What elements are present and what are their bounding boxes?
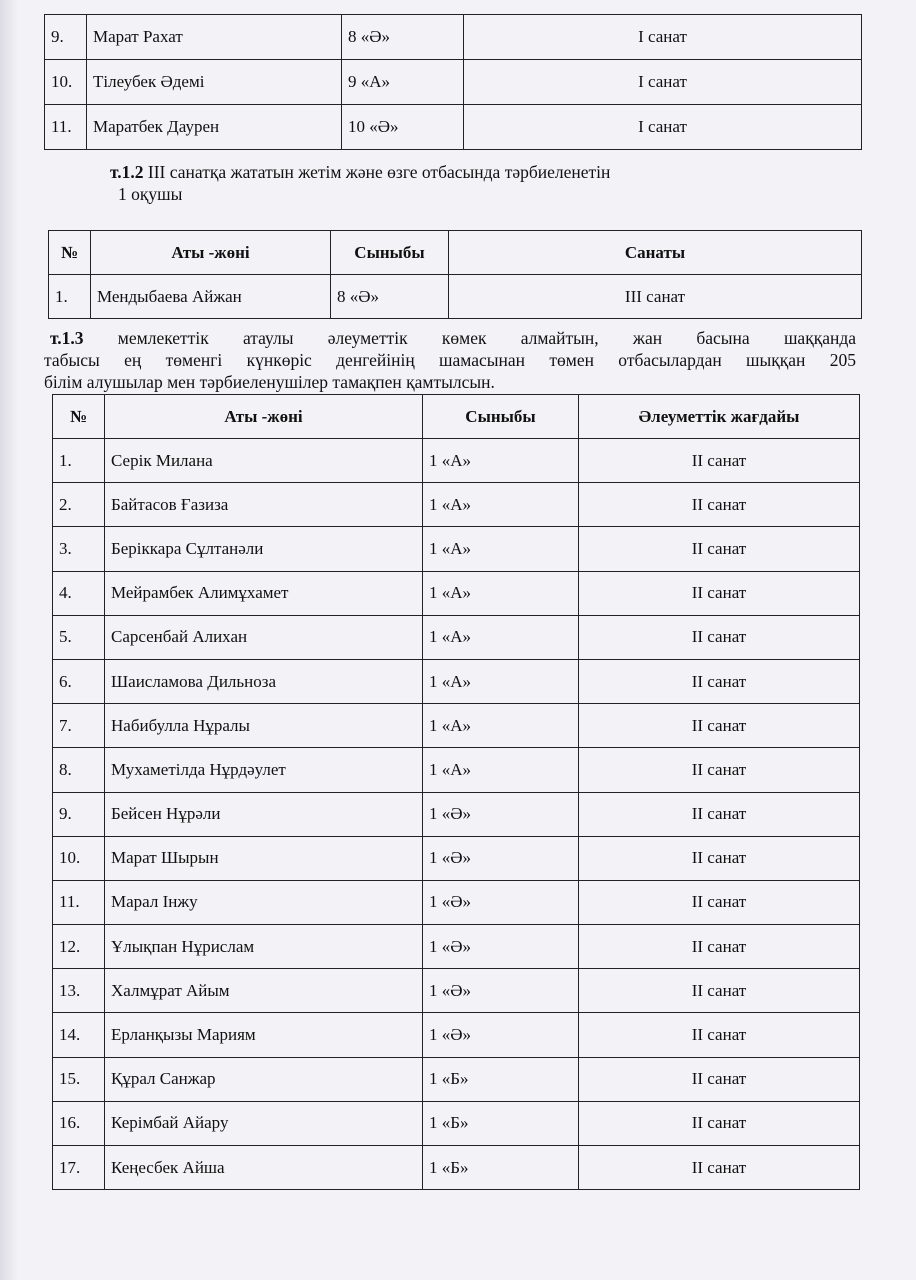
cell-status: ІІ санат [579,1057,860,1101]
cell-name: Байтасов Ғазиза [105,483,423,527]
header-status: Әлеуметтік жағдайы [579,395,860,439]
cell-name: Шаисламова Дильноза [105,659,423,703]
cell-name: Сарсенбай Алихан [105,615,423,659]
cell-status: ІІ санат [579,969,860,1013]
cell-no: 10. [45,60,87,105]
table-row [53,1057,860,1101]
cell-status: ІІ санат [579,836,860,880]
header-no: № [53,395,105,439]
cell-no: 1. [49,275,91,319]
cell-status: ІІ санат [579,659,860,703]
cell-name: Ерланқызы Мариям [105,1013,423,1057]
cell-no: 4. [53,571,105,615]
table-row [53,1146,860,1190]
cell-grade: 1 «Ә» [423,969,579,1013]
cell-no: 2. [53,483,105,527]
table-row [53,1101,860,1145]
table-row [53,1013,860,1057]
cell-grade: 1 «Б» [423,1146,579,1190]
cell-no: 10. [53,836,105,880]
cell-category: ІІІ санат [449,275,862,319]
cell-name: Марал Інжу [105,880,423,924]
students-table-header-row [53,395,860,439]
cell-name: Кеңесбек Айша [105,1146,423,1190]
cell-name: Бейсен Нұрәли [105,792,423,836]
header-no: № [49,231,91,275]
cell-grade: 1 «А» [423,439,579,483]
cell-name: Марат Шырын [105,836,423,880]
cell-grade: 1 «А» [423,748,579,792]
table-row [53,969,860,1013]
table-row [53,925,860,969]
cell-no: 7. [53,704,105,748]
cell-grade: 9 «А» [342,60,464,105]
orphan-table-body [49,275,862,319]
cell-no: 5. [53,615,105,659]
table-row [49,275,862,319]
cell-category: I санат [464,15,862,60]
header-category: Санаты [449,231,862,275]
cell-name: Мейрамбек Алимұхамет [105,571,423,615]
cell-no: 11. [53,880,105,924]
page-edge [0,0,18,1280]
section-1-3-line3: білім алушылар мен тәрбиеленушілер тамақпен қамтылсын. [44,372,495,392]
cell-no: 3. [53,527,105,571]
table-row [53,880,860,924]
header-name: Аты -жөні [91,231,331,275]
section-1-3-line1 [44,327,856,349]
cell-status: ІІ санат [579,748,860,792]
cell-grade: 1 «А» [423,615,579,659]
cell-name: Тілеубек Әдемі [87,60,342,105]
section-1-2-line2: 1 оқушы [118,184,183,204]
section-1-3-line1-text: мемлекеттік атаулы әлеуметтік көмек алмайтын, жан басына шаққанда [83,328,856,348]
cell-status: ІІ санат [579,880,860,924]
cell-grade: 1 «А» [423,571,579,615]
section-1-3-text [44,327,856,393]
cell-no: 12. [53,925,105,969]
cell-name: Ұлықпан Нұрислам [105,925,423,969]
cell-grade: 1 «А» [423,659,579,703]
header-grade: Сыныбы [331,231,449,275]
cell-status: ІІ санат [579,704,860,748]
section-1-2-line1: ІІІ санатқа жататын жетім және өзге отбасында тәрбиеленетін [143,162,611,182]
cell-no: 17. [53,1146,105,1190]
section-1-2-text [110,161,830,205]
cell-name: Набибулла Нұралы [105,704,423,748]
cell-grade: 1 «Ә» [423,1013,579,1057]
cell-status: ІІ санат [579,571,860,615]
cell-grade: 1 «Ә» [423,792,579,836]
cell-grade: 1 «А» [423,704,579,748]
cell-grade: 10 «Ә» [342,105,464,150]
header-name: Аты -жөні [105,395,423,439]
cell-name: Халмұрат Айым [105,969,423,1013]
cell-grade: 1 «Б» [423,1101,579,1145]
table-row [53,527,860,571]
cell-no: 9. [53,792,105,836]
table-row [53,571,860,615]
cell-no: 16. [53,1101,105,1145]
table-row [53,836,860,880]
cell-no: 11. [45,105,87,150]
section-1-3-label: т.1.3 [50,328,84,348]
table-row [45,105,862,150]
table-row [53,659,860,703]
table-row [53,704,860,748]
cell-category: I санат [464,105,862,150]
cell-name: Беріккара Сұлтанәли [105,527,423,571]
cell-status: ІІ санат [579,1101,860,1145]
cell-grade: 1 «Ә» [423,836,579,880]
section-1-3-line2: табысы ең төменгі күнкөріс денгейінің шамасынан төмен отбасылардан шыққан 205 [44,350,856,370]
cell-no: 13. [53,969,105,1013]
cell-no: 8. [53,748,105,792]
cell-status: ІІ санат [579,615,860,659]
table-row [45,15,862,60]
cell-no: 14. [53,1013,105,1057]
cell-grade: 1 «А» [423,483,579,527]
table-row [45,60,862,105]
cell-name: Керімбай Айару [105,1101,423,1145]
students-table-body [53,439,860,1190]
cell-status: ІІ санат [579,439,860,483]
cell-category: I санат [464,60,862,105]
cell-no: 1. [53,439,105,483]
cell-grade: 1 «Ә» [423,880,579,924]
table-row [53,439,860,483]
top-table-body [45,15,862,150]
orphan-table-header-row [49,231,862,275]
cell-no: 6. [53,659,105,703]
orphan-table [48,230,862,319]
cell-name: Мендыбаева Айжан [91,275,331,319]
cell-name: Марат Рахат [87,15,342,60]
table-row [53,483,860,527]
section-1-2-label: т.1.2 [110,162,144,182]
cell-name: Серік Милана [105,439,423,483]
cell-no: 9. [45,15,87,60]
header-grade: Сыныбы [423,395,579,439]
cell-name: Маратбек Даурен [87,105,342,150]
cell-status: ІІ санат [579,792,860,836]
table-row [53,748,860,792]
top-table [44,14,862,150]
cell-grade: 1 «Б» [423,1057,579,1101]
cell-grade: 1 «Ә» [423,925,579,969]
cell-status: ІІ санат [579,527,860,571]
cell-grade: 8 «Ә» [342,15,464,60]
cell-grade: 1 «А» [423,527,579,571]
cell-status: ІІ санат [579,1146,860,1190]
cell-status: ІІ санат [579,1013,860,1057]
cell-status: ІІ санат [579,925,860,969]
table-row [53,792,860,836]
cell-name: Мухаметілда Нұрдәулет [105,748,423,792]
table-row [53,615,860,659]
cell-name: Құрал Санжар [105,1057,423,1101]
students-table [52,394,860,1190]
cell-no: 15. [53,1057,105,1101]
cell-status: ІІ санат [579,483,860,527]
cell-grade: 8 «Ә» [331,275,449,319]
